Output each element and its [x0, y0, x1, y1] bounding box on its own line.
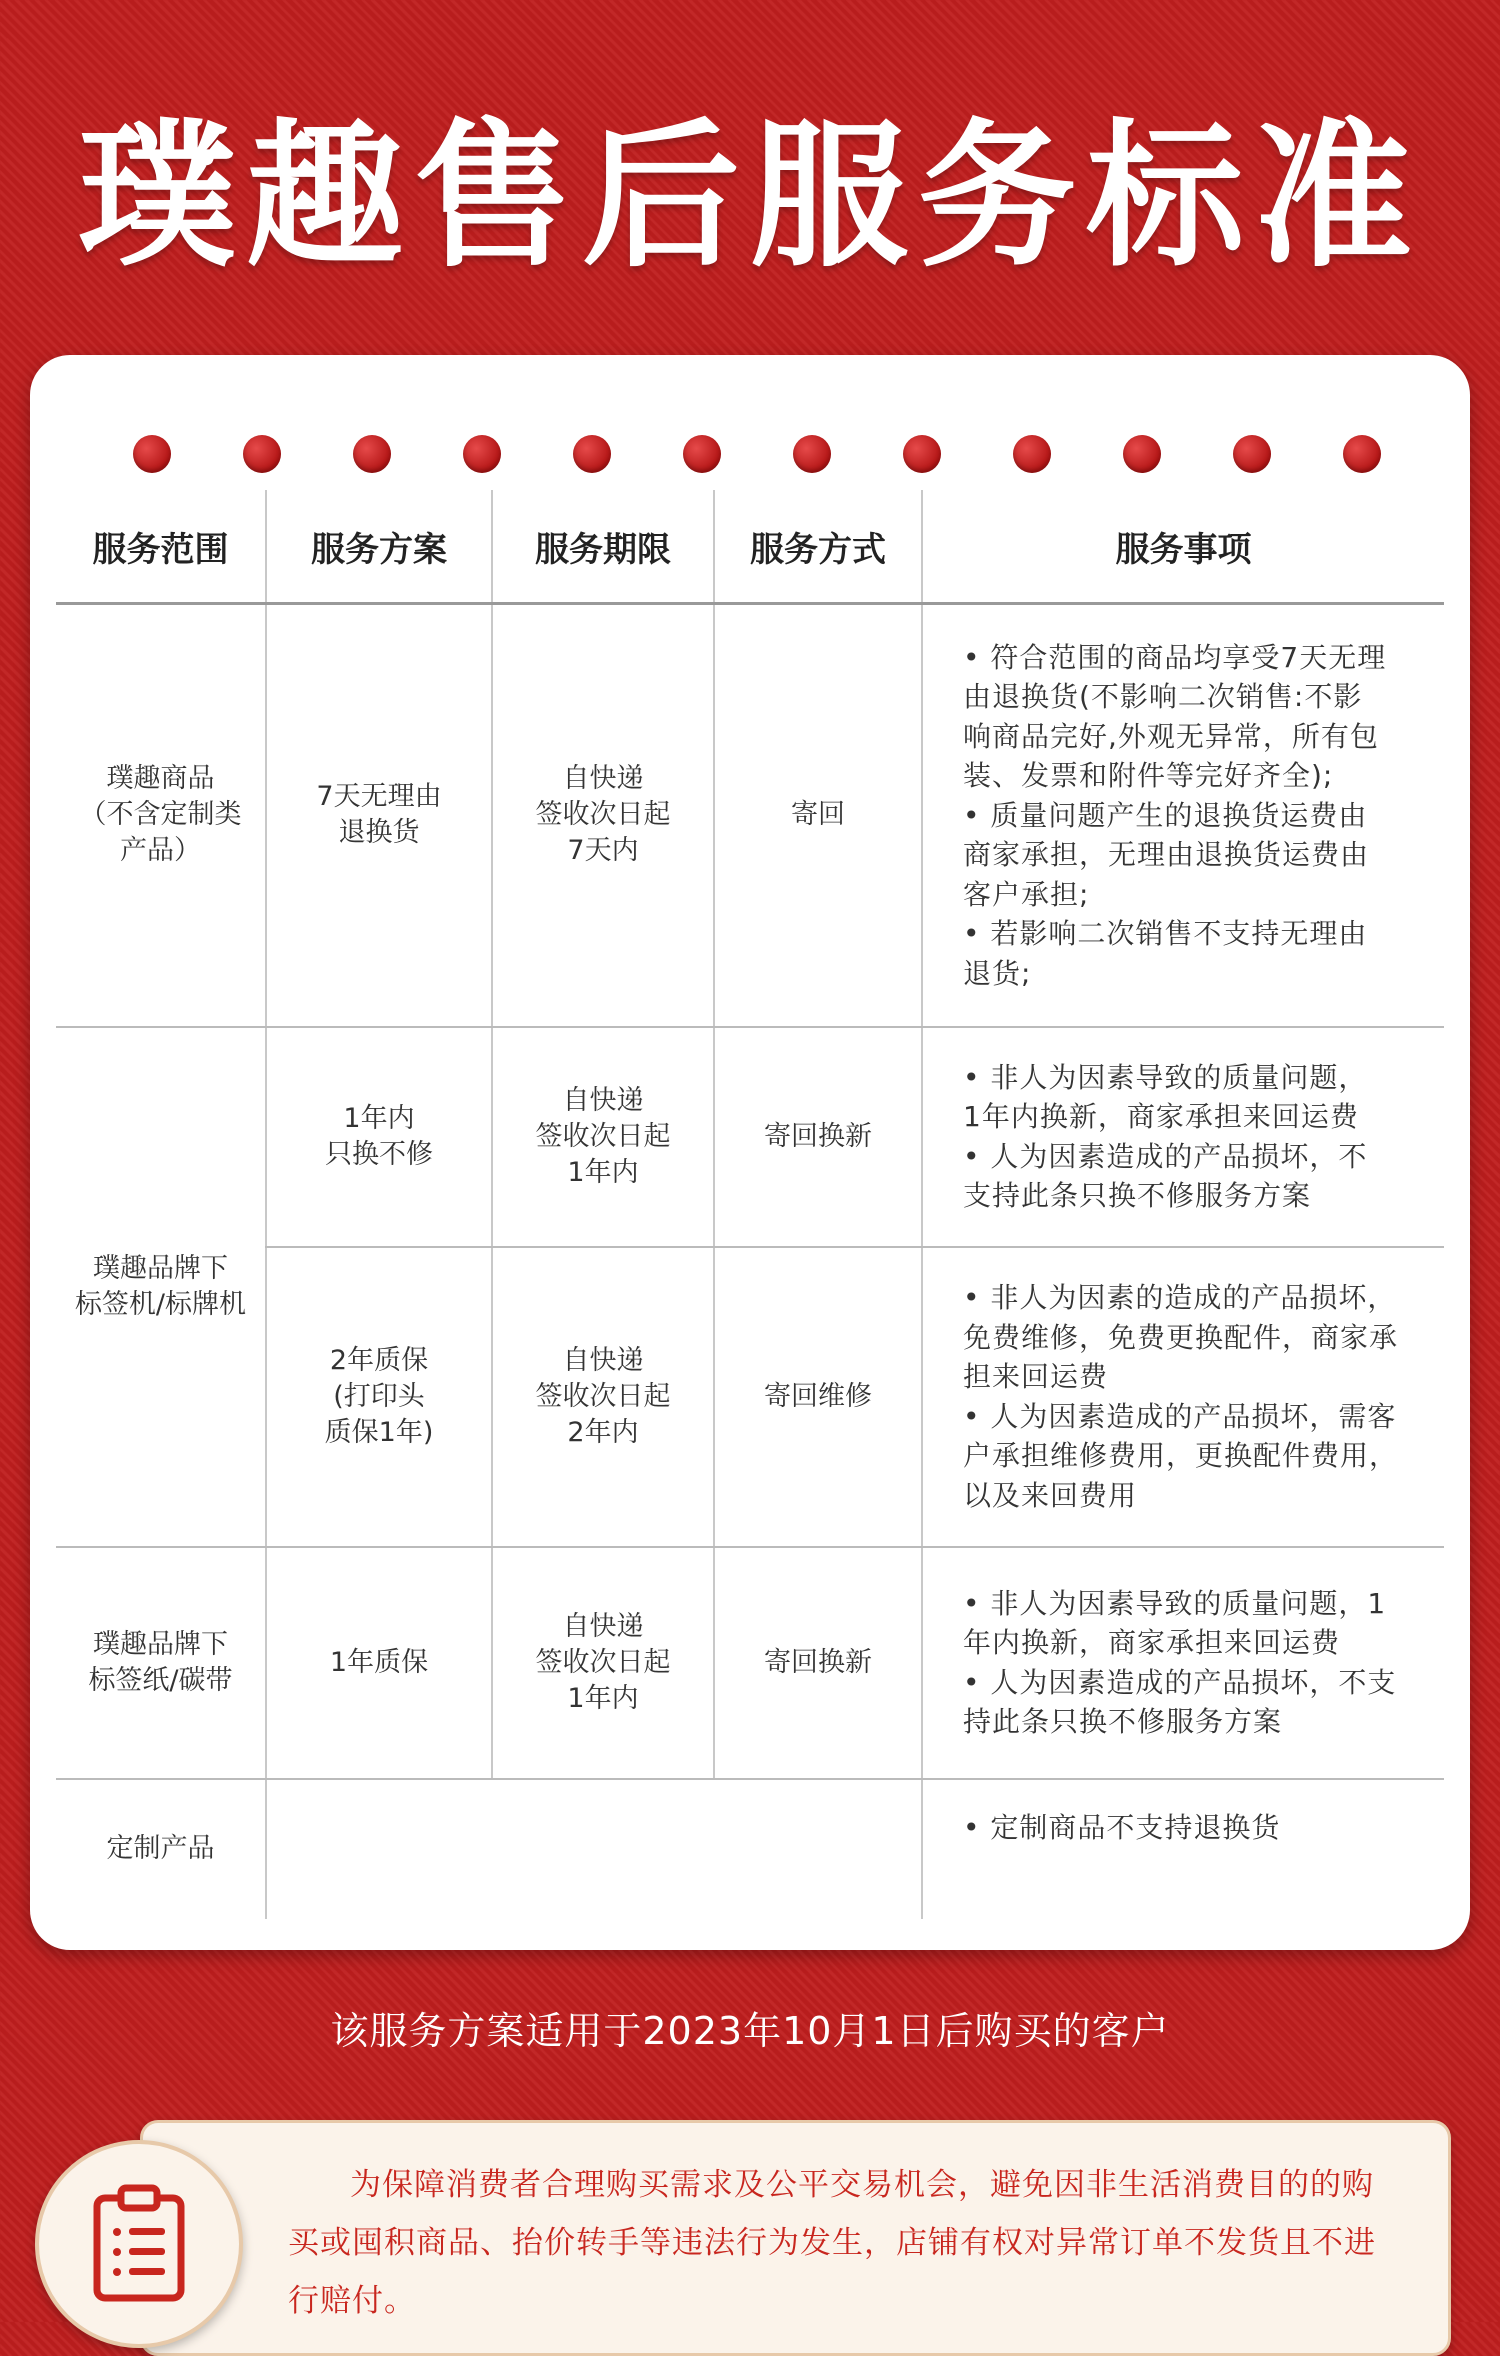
decorative-dot	[1123, 435, 1161, 473]
table-row	[56, 1779, 1444, 1919]
method-cell: 寄回换新	[714, 1547, 922, 1779]
scope-cell: 璞趣品牌下 标签纸/碳带	[56, 1547, 266, 1779]
period-cell: 自快递 签收次日起 1年内	[492, 1547, 714, 1779]
method-cell: 寄回换新	[714, 1027, 922, 1247]
decorative-dot	[243, 435, 281, 473]
decorative-dot	[683, 435, 721, 473]
notice-text: 为保障消费者合理购买需求及公平交易机会，避免因非生活消费目的的购买或囤积商品、抬价转手等违法行为发生，店铺有权对异常订单不发货且不进行赔付。	[288, 2167, 1376, 2319]
decorative-dot	[1233, 435, 1271, 473]
notes-cell: • 定制商品不支持退换货	[922, 1779, 1444, 1919]
plan-cell: 7天无理由 退换货	[266, 604, 492, 1027]
decorative-dot	[903, 435, 941, 473]
plan-cell: 2年质保 (打印头 质保1年)	[266, 1247, 492, 1547]
header-period: 服务期限	[492, 490, 714, 604]
table-row	[56, 604, 1444, 1027]
page-title: 璞趣售后服务标准	[78, 105, 1422, 289]
decorative-dot	[463, 435, 501, 473]
scope-cell: 璞趣品牌下 标签机/标牌机	[56, 1027, 266, 1547]
decorative-dot	[573, 435, 611, 473]
period-cell: 自快递 签收次日起 1年内	[492, 1027, 714, 1247]
decorative-dot	[133, 435, 171, 473]
notes-cell: • 非人为因素的造成的产品损坏， 免费维修，免费更换配件，商家承 担来回运费 • 人为因素造成的产品损坏，需客 户承担维修费用，更换配件费用， 以及来回费用	[922, 1247, 1444, 1547]
scope-cell: 定制产品	[106, 1833, 215, 1864]
table-row	[56, 1027, 1444, 1247]
period-cell: 自快递 签收次日起 7天内	[492, 604, 714, 1027]
footer-note: 该服务方案适用于2023年10月1日后购买的客户	[330, 2009, 1170, 2053]
empty-cell	[266, 1779, 922, 1919]
method-cell: 寄回维修	[714, 1247, 922, 1547]
decorative-dot	[1343, 435, 1381, 473]
table-header-row	[56, 490, 1444, 604]
method-cell: 寄回	[714, 604, 922, 1027]
decorative-dot	[1013, 435, 1051, 473]
scope-cell: 璞趣商品 （不含定制类 产品）	[56, 604, 266, 1027]
plan-cell: 1年质保	[266, 1547, 492, 1779]
header-plan: 服务方案	[266, 490, 492, 604]
header-notes: 服务事项	[922, 490, 1444, 604]
notes-cell: • 非人为因素导致的质量问题，1 年内换新，商家承担来回运费 • 人为因素造成的产品损坏，不支 持此条只换不修服务方案	[922, 1547, 1444, 1779]
service-table	[56, 490, 1444, 1919]
table-row	[56, 1547, 1444, 1779]
plan-cell: 1年内 只换不修	[266, 1027, 492, 1247]
decorative-dot	[793, 435, 831, 473]
period-cell: 自快递 签收次日起 2年内	[492, 1247, 714, 1547]
header-method: 服务方式	[714, 490, 922, 604]
clipboard-list-icon	[35, 2140, 243, 2348]
header-scope: 服务范围	[56, 490, 266, 604]
decorative-dots	[30, 435, 1470, 475]
notes-cell: • 符合范围的商品均享受7天无理 由退换货(不影响二次销售:不影 响商品完好,外观无异常，所有包 装、发票和附件等完好齐全); • 质量问题产生的退换货运费由 商家承担，无理由退换货运费由 客户承担; • 若影响二次销售不支持无理由 退货;	[922, 604, 1444, 1027]
notice-box	[140, 2120, 1451, 2356]
service-card	[30, 355, 1470, 1950]
decorative-dot	[353, 435, 391, 473]
notes-cell: • 非人为因素导致的质量问题， 1年内换新，商家承担来回运费 • 人为因素造成的产品损坏，不 支持此条只换不修服务方案	[922, 1027, 1444, 1247]
